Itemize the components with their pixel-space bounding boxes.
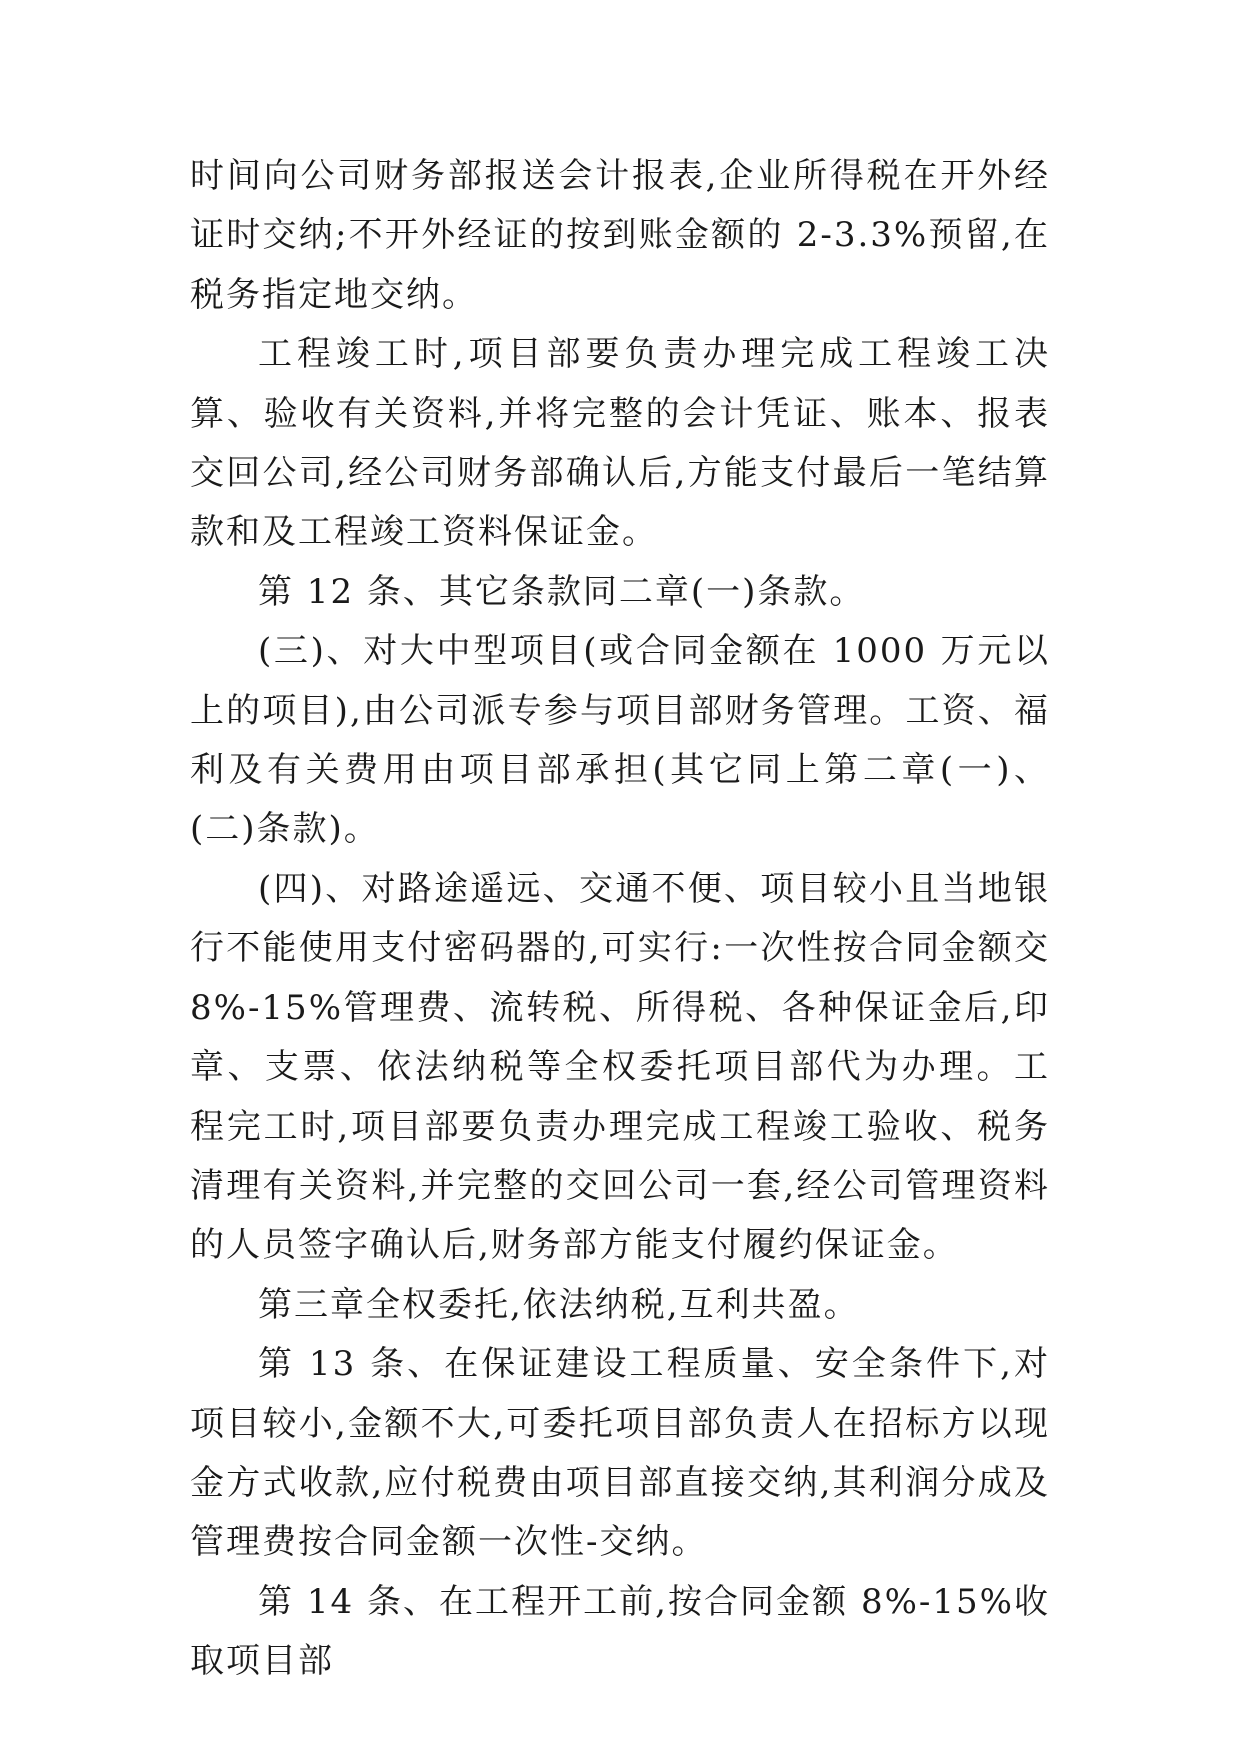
- paragraph-article-13: 第 13 条、在保证建设工程质量、安全条件下,对项目较小,金额不大,可委托项目部负责人在招标方以现金方式收款,应付税费由项目部直接交纳,其利润分成及管理费按合同金额一次性-交纳。: [190, 1344, 1050, 1563]
- paragraph-project-completion: 工程竣工时,项目部要负责办理完成工程竣工决算、验收有关资料,并将完整的会计凭证、账本、报表交回公司,经公司财务部确认后,方能支付最后一笔结算款和及工程竣工资料保证金。: [190, 334, 1050, 553]
- paragraph-section-3-large-projects: (三)、对大中型项目(或合同金额在 1000 万元以上的项目),由公司派专参与项目部财务管理。工资、福利及有关费用由项目部承担(其它同上第二章(一)、(二)条款)。: [190, 631, 1050, 850]
- paragraph-article-14: 第 14 条、在工程开工前,按合同金额 8%-15%收取项目部: [190, 1581, 1050, 1682]
- paragraph-section-4-remote-projects: (四)、对路途遥远、交通不便、项目较小且当地银行不能使用支付密码器的,可实行:一次性按合同金额交 8%-15%管理费、流转税、所得税、各种保证金后,印章、支票、依法纳税等全权委托项目部代为办理。工程完工时,项目部要负责办理完成工程竣工验收、税务清理有关资料,并完整的交回公司一套,经公司管理资料的人员签字确认后,财务部方能支付履约保证金。: [190, 868, 1050, 1266]
- chapter-3-heading: 第三章全权委托,依法纳税,互利共盈。: [258, 1284, 860, 1325]
- paragraph-tax-reporting: 时间向公司财务部报送会计报表,企业所得税在开外经证时交纳;不开外经证的按到账金额的 2-3.3%预留,在税务指定地交纳。: [190, 156, 1050, 315]
- document-body: [190, 147, 1050, 1692]
- paragraph-article-12: 第 12 条、其它条款同二章(一)条款。: [258, 571, 866, 612]
